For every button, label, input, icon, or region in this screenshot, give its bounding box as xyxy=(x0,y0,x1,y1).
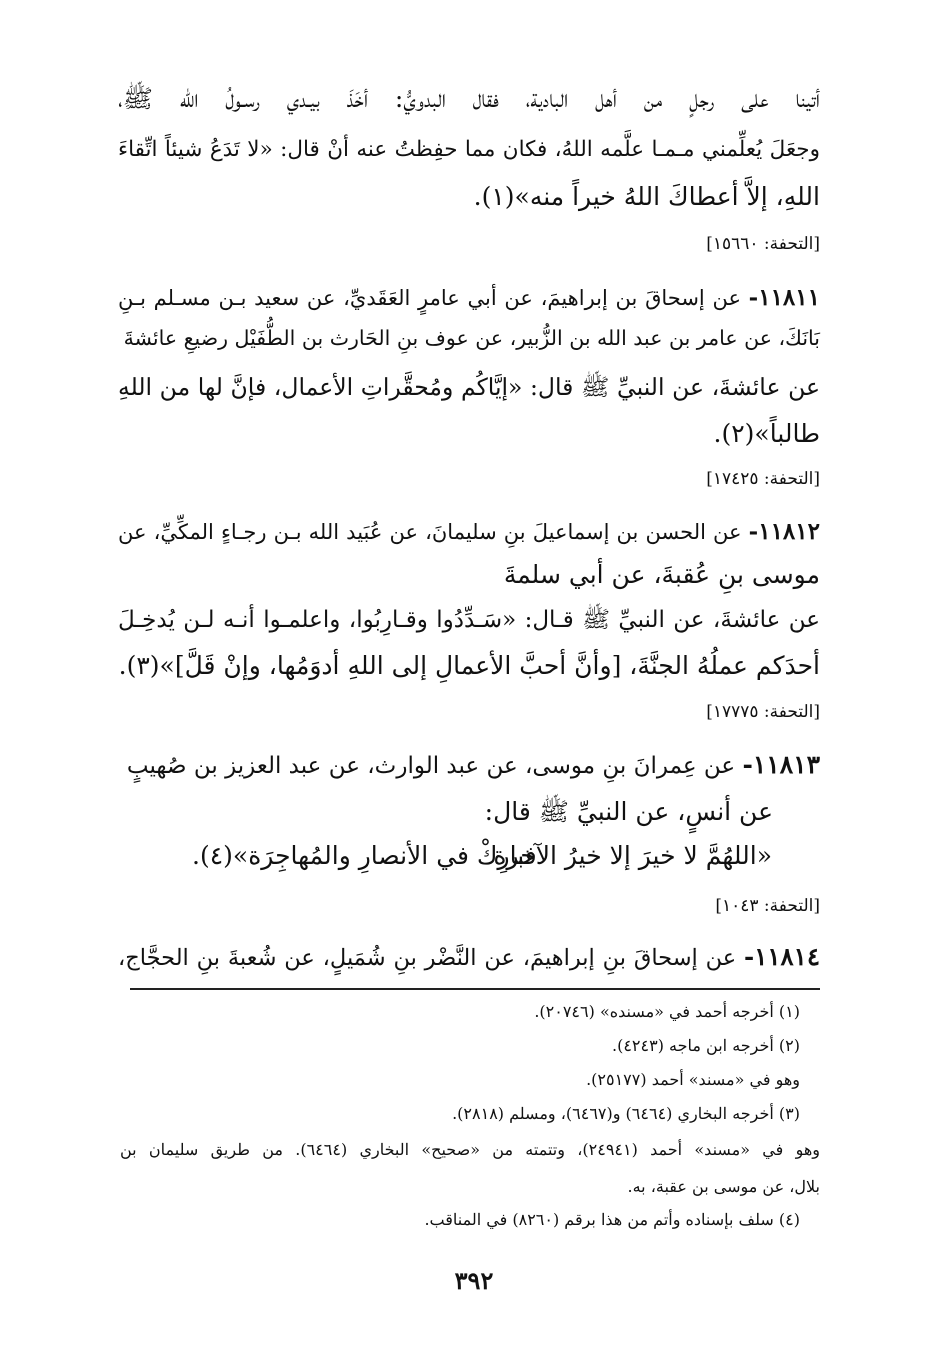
hadith-11814-isnad-line xyxy=(118,940,820,975)
footnote: (٤) سلف بإسناده وأتم من هذا برقم (٨٢٦٠) في المناقب. xyxy=(424,1210,800,1229)
text-line: وجعَلَ يُعلِّمني مـمـا علَّمه اللهُ، فكان مما حفِظتُ عنه أنْ قال: «لا تَدَعُ شيئاً اتِّقاءَ xyxy=(118,137,820,162)
footnote-separator xyxy=(130,988,820,990)
footnote: وهو في «مسند» أحمد (٢٤٩٤١)، وتتمته من «صحيح» البخاري (٦٤٦٤). من طريق سليمان بن xyxy=(120,1140,820,1159)
footnote: (١) أخرجه أحمد في «مسنده» (٢٠٧٤٦). xyxy=(534,1002,800,1021)
footnote: (٢) أخرجه ابن ماجه (٤٢٤٣). xyxy=(612,1036,800,1055)
footnote: بلال، عن موسى بن عقبة، به. xyxy=(627,1177,820,1196)
tuhfa-reference: [التحفة: ١٥٦٦٠] xyxy=(706,234,820,254)
footnote: (٣) أخرجه البخاري (٦٤٦٤) و(٦٤٦٧)، ومسلم (٢٨١٨). xyxy=(452,1104,800,1123)
hadith-11812-isnad-line: موسى بنِ عُقبةَ، عن أبي سلمةَ xyxy=(503,560,820,589)
hadith-number: ١١٨١١- xyxy=(748,284,820,311)
text-line: أتينا على رجلٍ من أهل البادية، فقال البدويُّ: أخَذَ بيـدي رسـولُ الله ﷺ، xyxy=(118,84,820,113)
hadith-number: ١١٨١٣- xyxy=(742,750,820,779)
hadith-number: ١١٨١٤- xyxy=(744,942,820,971)
isnad-text: عن عِمرانَ بنِ موسى، عن عبد الوارث، عن عبد العزيز بن صُهيبٍ xyxy=(126,753,743,779)
hadith-11813-isnad-line: عن أنسٍ، عن النبيِّ ﷺ قال: xyxy=(484,797,773,826)
text-line: اللهِ، إلاَّ أعطاكَ اللهُ خيراً منه»(١). xyxy=(473,182,820,211)
hadith-11811-matn-line: عن عائشةَ، عن النبيِّ ﷺ قال: «إيَّاكُم ومُحقَّراتِ الأعمال، فإنَّ لها من اللهِ xyxy=(118,373,820,401)
hadith-11812-matn-line: عن عائشةَ، عن النبيِّ ﷺ قـال: «سَـدِّدُوا وقـارِبُوا، واعلمـوا أنـه لـن يُدخِـلَ xyxy=(118,607,820,633)
poetry-hemistich-second: فبارِكْ في الأنصارِ والمُهاجِرَة»(٤). xyxy=(192,841,537,870)
hadith-11811-isnad-line: بَانَكَ، عن عامر بن عبد الله بن الزُّبير، عن عوف بنِ الحَارث بن الطُّفَيْل رضيعِ عائشةَ xyxy=(123,326,820,350)
tuhfa-reference: [التحفة: ١٧٧٧٥] xyxy=(706,702,820,722)
isnad-text: عن إسحاقَ بن إبراهيمَ، عن أبي عامرٍ العَقَديِّ، عن سعيد بـن مسـلم بـنِ xyxy=(118,286,749,310)
tuhfa-reference: [التحفة: ١٧٤٢٥] xyxy=(706,469,820,489)
footnote: وهو في «مسند» أحمد (٢٥١٧٧). xyxy=(586,1070,800,1089)
tuhfa-reference: [التحفة: ١٠٤٣] xyxy=(715,896,820,916)
isnad-text: عن إسحاقَ بنِ إبراهيمَ، عن النَّضْر بنِ شُمَيلٍ، عن شُعبةَ بنِ الحجَّاج، xyxy=(118,945,745,971)
hadith-11811-isnad-line xyxy=(118,281,820,315)
page-number: ٣٩٢ xyxy=(454,1266,494,1295)
poetry-hemistich-first: «اللهُمَّ لا خيرَ إلا خيرُ الآخرة xyxy=(493,841,772,870)
hadith-11813-isnad-line xyxy=(118,748,820,783)
hadith-number: ١١٨١٢- xyxy=(748,518,820,545)
hadith-11812-isnad-line xyxy=(118,515,820,549)
isnad-text: عن الحسن بن إسماعيلَ بنِ سليمانَ، عن عُبَيد الله بـن رجـاءٍ المكِّيِّ، عن xyxy=(118,520,749,544)
hadith-11812-matn-line: أحدَكم عملُهُ الجنَّةَ، [وأنَّ أحبَّ الأعمالِ إلى اللهِ أدوَمُها، وإنْ قَلَّ]»(٣). xyxy=(118,651,820,680)
hadith-11811-matn-line: طالباً»(٢). xyxy=(713,419,820,448)
